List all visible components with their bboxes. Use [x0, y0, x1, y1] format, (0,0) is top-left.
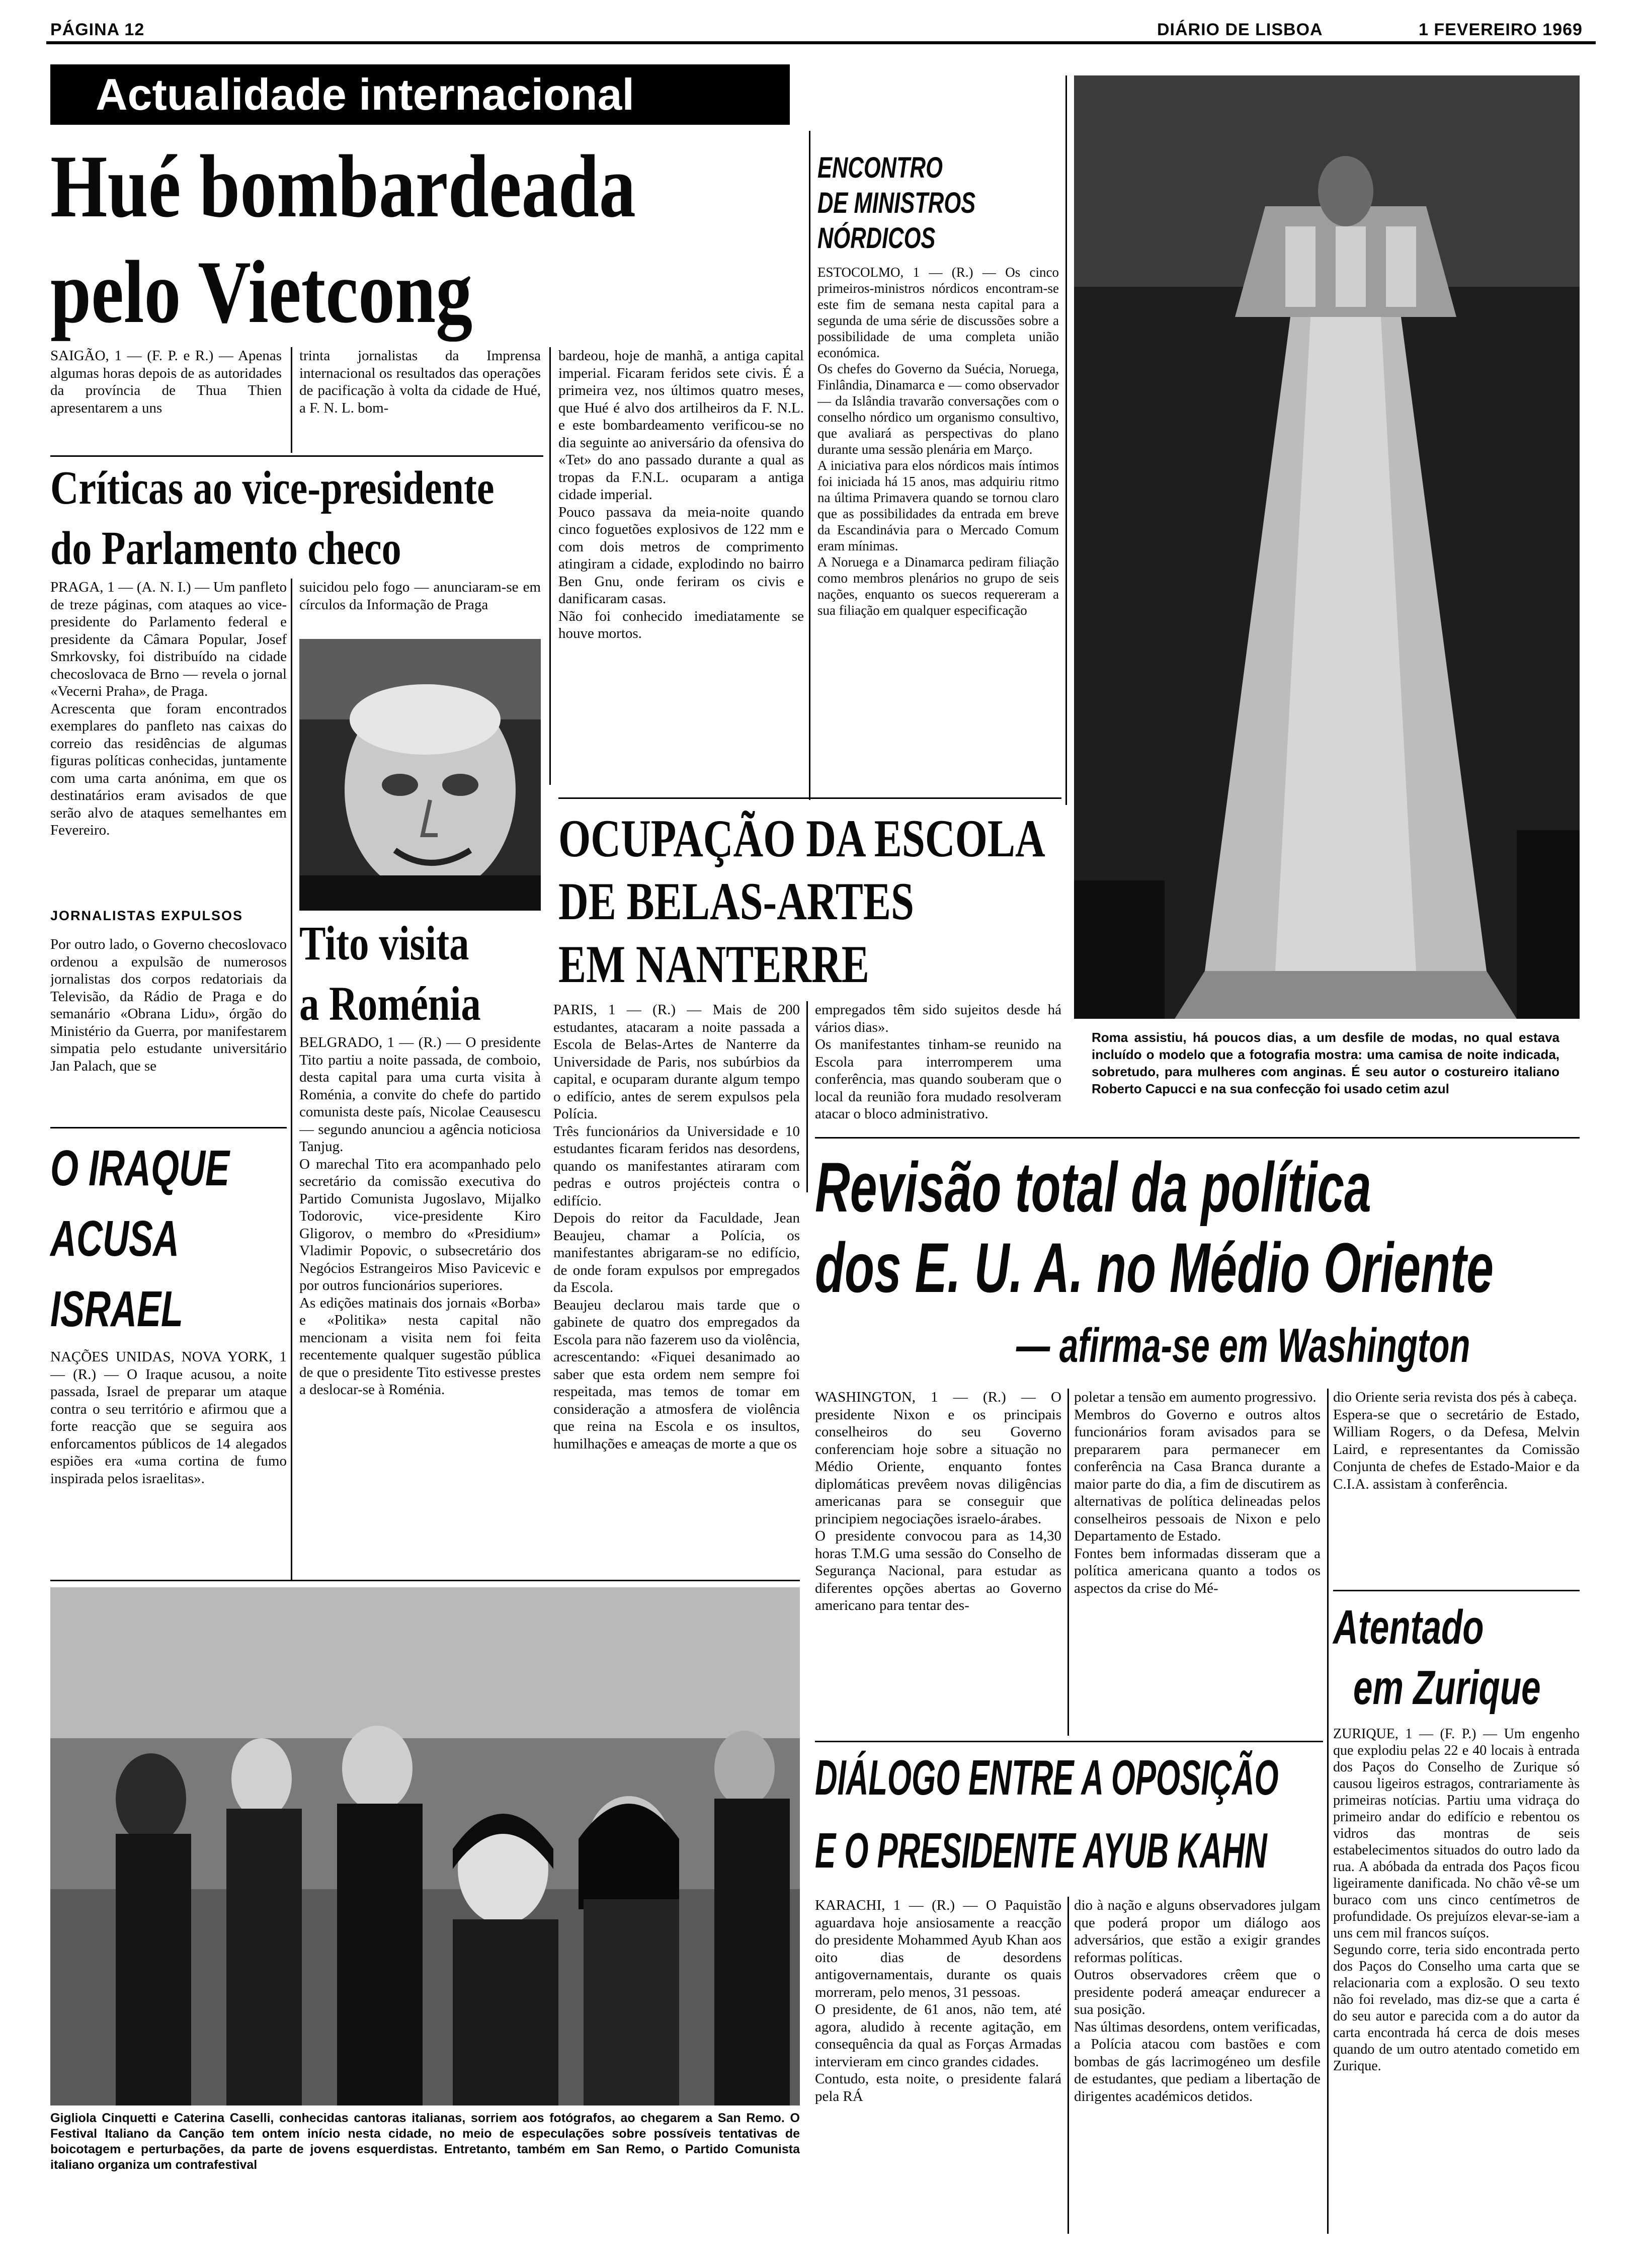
divider — [815, 1137, 1580, 1139]
iraque-headline-line1: O IRAQUE — [50, 1140, 230, 1196]
nanterre-headline-line3: EM NANTERRE — [558, 935, 869, 994]
eua-headline-line2: dos E. U. A. no Médio Oriente — [815, 1228, 1494, 1307]
newspaper-name: DIÁRIO DE LISBOA — [1157, 20, 1323, 39]
ayub-headline-line2: E O PRESIDENTE AYUB KAHN — [815, 1823, 1267, 1878]
eua-headline-line3: — afirma-se em Washington — [1016, 1319, 1470, 1372]
masthead-rule — [46, 41, 1596, 44]
nordicos-headline-line1: ENCONTRO — [817, 151, 943, 184]
praga-column-2: suicidou pelo fogo — anunciaram-se em círculos da Informação de Praga — [299, 579, 541, 613]
nordicos-headline-line3: NÓRDICOS — [817, 222, 936, 255]
page-number: PÁGINA 12 — [50, 20, 145, 39]
ayub-headline-line1: DIÁLOGO ENTRE A OPOSIÇÃO — [815, 1750, 1279, 1805]
hue-headline-line1: Hué bombardeada — [50, 136, 636, 236]
praga-headline-line2: do Parlamento checo — [50, 522, 401, 575]
praga-column-1: PRAGA, 1 — (A. N. I.) — Um panfleto de treze páginas, com ataques ao vice-presidente do Parlamento federal e presidente da Câmara Popular, Josef Smrkovsky, foi distribuído na cidade checoslovaca de Brno — revela o jornal «Vecerni Praha», de Praga. Acrescenta que foram encontrados exemplares do panfleto nas caixas do correio das residências de algumas figuras políticas conhecidas, juntamente com uma carta anónima, em que os destinatários eram avisados de que serão alvo de ataques semelhantes em Fevereiro. — [50, 579, 287, 838]
fashion-photo — [1074, 75, 1580, 1019]
column-rule — [809, 131, 810, 800]
iraque-headline-line2: ACUSA — [50, 1210, 180, 1267]
column-rule — [291, 347, 292, 453]
eua-column-3: dio Oriente seria revista dos pés à cabeça. Espera-se que o secretário de Estado, William Rogers, o da Defesa, Melvin Laird, e representantes da Comissão Conjunta de chefes de Estado-Maior e da C.I.A. assistam à conferência. — [1333, 1389, 1580, 1492]
hue-column-1: SAIGÃO, 1 — (F. P. e R.) — Apenas algumas horas depois de as autoridades da província de Thua Thien apresentarem a uns — [50, 348, 282, 416]
tito-headline-line1: Tito visita — [299, 916, 469, 970]
eua-column-1: WASHINGTON, 1 — (R.) — O presidente Nixon e os principais conselheiros do seu Governo conferenciam hoje sobre a situação no Médio Oriente, enquanto fontes diplomáticas prevêem novas diligências americanas para se conseguir que principiem negociações israelo-árabes. O presidente convocou para as 14,30 horas T.M.G uma sessão do Conselho de Segurança Nacional, para estudar as diferentes opções abertas ao Governo americano para tentar des- — [815, 1389, 1061, 1613]
zurique-body: ZURIQUE, 1 — (F. P.) — Um engenho que explodiu pelas 22 e 40 locais à entrada dos Paços do Conselho de Zurique só causou ligeiros estragos, contrariamente às primeiras notícias. Partiu uma vidraça do primeiro andar do edifício e rebentou os vidros das montras de seis estabelecimentos situados do outro lado da rua. A abóbada da entrada dos Paços ficou ligeiramente danificada. No chão vê-se um buraco com uns cinco centímetros de profundidade. Os prejuízos elevar-se-iam a uns cem mil francos suíços. Segundo corre, teria sido encontrada perto dos Paços do Conselho uma carta que se relacionaria com a explosão. O seu texto não foi revelado, mas diz-se que a carta é do seu autor e parecida com a do autor da carta encontrada há cerca de dois meses quando de um outro atentado cometido em Zurique. — [1333, 1726, 1580, 2074]
ayub-column-1: KARACHI, 1 — (R.) — O Paquistão aguardava hoje ansiosamente a reacção do presidente Mohammed Ayub Khan aos oito dias de desordens antigovernamentais, durante os quais morreram, pelo menos, 31 pessoas. O presidente, de 61 anos, não tem, até agora, aludido à recente agitação, em consequência da qual as Forças Armadas intervieram em cinco grandes cidades. Contudo, esta noite, o presidente falará pela RÁ — [815, 1897, 1061, 2104]
tito-headline-line2: a Roménia — [299, 977, 481, 1030]
issue-date: 1 FEVEREIRO 1969 — [1419, 20, 1583, 39]
nordicos-body: ESTOCOLMO, 1 — (R.) — Os cinco primeiros-ministros nórdicos encontram-se este fim de semana nesta capital para a segunda de uma série de discussões sobre a possibilidade de uma completa união económica. Os chefes do Governo da Suécia, Noruega, Finlândia, Dinamarca e — como observador — da Islândia travarão conversações com o conselho nórdico um organismo consultivo, que avaliará as perspectivas do plano durante uma sessão plenária em Março. A iniciativa para elos nórdicos mais íntimos foi iniciada há 15 anos, mas adquiriu ritmo na última Primavera quando se tornou claro que as possibilidades da entrada em breve da Escandinávia para o Mercado Comum eram mínimas. A Noruega e a Dinamarca pediram filiação como membros plenários no grupo de seis nações, enquanto os suecos requereram a sua filiação em qualquer especificação — [817, 265, 1059, 618]
divider — [1333, 1590, 1580, 1591]
column-rule — [806, 1001, 808, 1192]
zurique-headline-line1: Atentado — [1333, 1600, 1484, 1654]
divider — [50, 1580, 800, 1581]
sanremo-caption: Gigliola Cinquetti e Caterina Caselli, conhecidas cantoras italianas, sorriem aos fotógrafos, ao chegarem a San Remo. O Festival Italiano da Canção tem ontem início nesta cidade, no meio de especulações sobre possíveis tentativas de boicotagem e perturbações, da parte de jovens esquerdistas. Entretanto, também em San Remo, o Partido Comunista italiano organiza um contrafestival — [50, 2111, 800, 2172]
divider — [815, 1741, 1323, 1742]
section-banner: Actualidade internacional — [50, 64, 790, 125]
praga-headline-line1: Críticas ao vice-presidente — [50, 462, 495, 514]
nanterre-headline-line2: DE BELAS-ARTES — [558, 872, 914, 931]
eua-column-2: poletar a tensão em aumento progressivo. Membros do Governo e outros altos funcionários foram avisados para se prepararem para permanecer em conferência na Casa Branca durante a maior parte do dia, a fim de discutirem as alternativas de política delineadas pelos conselheiros pessoais de Nixon e pelo Departamento de Estado. Fontes bem informadas disseram que a política americana quanto a todos os aspectos da crise do Mé- — [1074, 1389, 1321, 1596]
ayub-column-2: dio à nação e alguns observadores julgam que poderá propor um diálogo aos adversários, que estão a exigir grandes reformas políticas. Outros observadores crêem que o presidente poderá ameaçar endurecer a sua posição. Nas últimas desordens, ontem verificadas, a Polícia atacou com bastões e com bombas de gás lacrimogéneo um desfile de estudantes, que pediam a libertação de dirigentes académicos detidos. — [1074, 1897, 1321, 2104]
fashion-caption: Roma assistiu, há poucos dias, a um desfile de modas, no qual estava incluído o modelo que a fotografia mostra: uma camisa de noite indicada, sobretudo, para mulheres com anginas. É seu autor o costureiro italiano Roberto Capucci e na sua confecção foi usado cetim azul — [1092, 1030, 1559, 1096]
zurique-headline-line2: em Zurique — [1353, 1661, 1541, 1715]
portrait-photo — [299, 639, 541, 911]
nanterre-headline-line1: OCUPAÇÃO DA ESCOLA — [558, 809, 1045, 868]
sanremo-photo — [50, 1587, 800, 2105]
column-rule — [549, 347, 551, 785]
column-rule — [1065, 75, 1067, 805]
divider — [50, 455, 543, 457]
praga-subhead: JORNALISTAS EXPULSOS — [50, 908, 243, 923]
column-rule — [1067, 1389, 1069, 1736]
divider — [558, 797, 1061, 799]
praga-column-1b: Por outro lado, o Governo checoslovaco ordenou a expulsão de numerosos jornalistas dos corpos redatoriais da Televisão, da Rádio de Praga e do semanário «Obrana Lidu», órgão do Ministério da Guerra, por manifestarem simpatia pelo estudante universitário Jan Palach, que se — [50, 936, 287, 1074]
tito-body: BELGRADO, 1 — (R.) — O presidente Tito partiu a noite passada, de comboio, desta capital para uma curta visita à Roménia, a convite do chefe do partido comunista deste país, Nicolae Ceausescu — segundo anunciou a agência noticiosa Tanjug. O marechal Tito era acompanhado pelo secretário da comissão executiva do Partido Comunista Jugoslavo, Mijalko Todorovic, vice-presidente Kiro Gligorov, o membro do «Presidium» Vladimir Popovic, o subsecretário dos Negócios Estrangeiros Miso Pavicevic e por outros funcionários superiores. As edições matinais dos jornais «Borba» e «Politika» nesta capital não mencionam a visita nem foi feita recentemente qualquer sugestão pública de que o presidente Tito estivesse prestes a deslocar-se à Roménia. — [299, 1034, 541, 1398]
nanterre-column-1: PARIS, 1 — (R.) — Mais de 200 estudantes, atacaram a noite passada a Escola de Belas-Artes de Nanterre da Universidade de Paris, nos subúrbios da capital, e ocuparam durante algum tempo o edifício, antes de serem expulsos pela Polícia. Três funcionários da Universidade e 10 estudantes ficaram feridos nas desordens, quando os manifestantes atiraram com pedras e outros projécteis contra o edifício. Depois do reitor da Faculdade, Jean Beaujeu, chamar a Polícia, os manifestantes abrigaram-se no edifício, de onde foram expulsos por empregados da Escola. Beaujeu declarou mais tarde que o gabinete de quatro dos empregados da Escola para não fazerem uso da violência, acrescentando: «Fiquei desanimado ao saber que esta ordem nem sempre foi respeitada, mas temos de tomar em consideração a atmosfera de violência que reina na Escola e os insultos, humilhações e ameaças de morte a que os — [553, 1002, 800, 1452]
hue-column-2: trinta jornalistas da Imprensa internacional os resultados das operações de pacificação à volta da cidade de Hué, a F. N. L. bom- — [299, 348, 541, 416]
nanterre-column-2: empregados têm sido sujeitos desde há vários dias». Os manifestantes tinham-se reunido na Escola para interromperem uma conferência, mas quando souberam que o local da reunião fora mudado resolveram atacar o bloco administrativo. — [815, 1002, 1061, 1122]
iraque-headline-line3: ISRAEL — [50, 1281, 184, 1337]
hue-column-3: bardeou, hoje de manhã, a antiga capital imperial. Ficaram feridos sete civis. É a primeira vez, nos últimos quatro meses, que Hué é alvo dos artilheiros da F. N.L. e este bombardeamento verificou-se no dia seguinte ao aniversário da ofensiva do «Tet» do ano passado durante a qual as tropas da F.N.L. ocuparam a antiga cidade imperial. Pouco passava da meia-noite quando cinco foguetões explosivos de 122 mm e com dois metros de comprimento atingiram a cidade, explodindo no bairro Ben Gnu, onde feriram os civis e danificaram casas. Não foi conhecido imediatamente se houve mortos. — [558, 348, 804, 641]
nordicos-headline-line2: DE MINISTROS — [817, 187, 976, 219]
eua-headline-line1: Revisão total da política — [815, 1148, 1371, 1227]
column-rule — [291, 579, 292, 1580]
hue-headline-line2: pelo Vietcong — [50, 242, 473, 342]
column-rule — [1327, 1389, 1329, 2234]
column-rule — [1067, 1897, 1069, 2234]
iraque-body: NAÇÕES UNIDAS, NOVA YORK, 1 — (R.) — O Iraque acusou, a noite passada, Israel de preparar um ataque contra o seu território e afirmou que a forte reacção que se seguira aos enforcamentos públicos de 14 alegados espiões era «uma cortina de fumo inspirada pelos israelitas». — [50, 1349, 287, 1487]
divider — [50, 1127, 287, 1128]
